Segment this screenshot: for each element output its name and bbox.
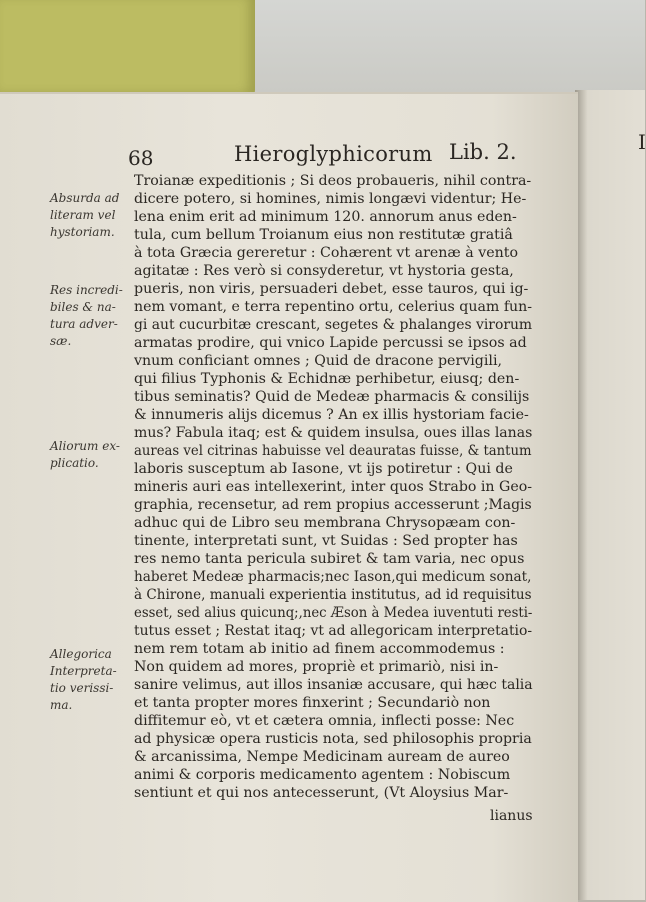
margin-note-aliorum	[50, 438, 132, 472]
text-line: et tanta propter mores finxerint ; Secundariò non	[134, 695, 491, 711]
margin-note-line: Aliorum ex-	[50, 439, 120, 453]
margin-note-line: Res incredi-	[50, 283, 123, 297]
book-page	[0, 92, 578, 902]
text-line: tutus esset ; Restat itaq; vt ad allegoricam interpretatio-	[134, 623, 533, 639]
text-line: & innumeris alijs dicemus ? An ex illis hystoriam facie-	[134, 407, 529, 423]
text-line: nem vomant, e terra repentino ortu, celerius quam fun-	[134, 299, 533, 315]
margin-note-line: plicatio.	[50, 456, 99, 470]
text-line: à tota Græcia gereretur : Cohærent vt arenæ à vento	[134, 245, 519, 261]
text-line: gi aut cucurbitæ crescant, segetes & phalanges virorum	[134, 317, 533, 333]
text-line: armatas prodire, qui vnico Lapide percussi se ipsos ad	[134, 335, 527, 351]
text-line: ad physicæ opera rusticis nota, sed philosophis propria	[134, 731, 532, 747]
text-line: agitatæ : Res verò si consyderetur, vt hystoria gesta,	[134, 263, 514, 279]
facing-page-letter: I	[638, 130, 646, 154]
page-number: 68	[128, 146, 154, 170]
text-line: mineris auri eas intellexerint, inter quos Strabo in Geo-	[134, 479, 532, 495]
text-line: laboris susceptum ab Iasone, vt ijs potiretur : Qui de	[134, 461, 513, 477]
margin-note-line: tura adver-	[50, 317, 118, 331]
margin-note-line: ma.	[50, 698, 73, 712]
text-line: sentiunt et qui nos antecesserunt, (Vt Aloysius Mar-	[134, 785, 509, 801]
text-line: Non quidem ad mores, propriè et primariò, nisi in-	[134, 659, 499, 675]
running-title: Hieroglyphicorum	[234, 142, 433, 166]
text-line: pueris, non viris, persuaderi debet, esse tauros, qui ig-	[134, 281, 529, 297]
text-line: aureas vel citrinas habuisse vel deauratas fuisse, & tantum	[134, 443, 532, 459]
text-line: vnum conficiant omnes ; Quid de dracone pervigili,	[134, 353, 502, 369]
green-sponge-block	[0, 0, 255, 98]
margin-note-allegorica	[50, 646, 132, 714]
facing-page-edge	[575, 90, 645, 900]
margin-note-line: biles & na-	[50, 300, 116, 314]
margin-note-line: literam vel	[50, 208, 116, 222]
book-number: Lib. 2.	[449, 140, 517, 164]
margin-note-line: Allegorica	[50, 647, 112, 661]
text-line: adhuc qui de Libro seu membrana Chrysopæam con-	[134, 515, 516, 531]
margin-note-absurda	[50, 190, 132, 241]
text-line: graphia, recensetur, ad rem propius accesserunt ;Magis	[134, 497, 532, 513]
margin-note-line: sæ.	[50, 334, 72, 348]
text-line: haberet Medeæ pharmacis;nec Iason,qui medicum sonat,	[134, 569, 532, 585]
catchword: lianus	[490, 808, 533, 824]
text-line: à Chirone, manuali experientia institutus, ad id requisitus	[134, 587, 532, 603]
text-line: tula, cum bellum Troianum eius non restitutæ gratiâ	[134, 227, 513, 243]
text-line: Troianæ expeditionis ; Si deos probaueris, nihil contra-	[134, 173, 532, 189]
text-line: nem rem totam ab initio ad finem accommodemus :	[134, 641, 505, 657]
text-line: diffitemur eò, vt et cætera omnia, inflecti posse: Nec	[134, 713, 515, 729]
margin-note-line: Interpreta-	[50, 664, 117, 678]
margin-note-line: hystoriam.	[50, 225, 115, 239]
text-line: & arcanissima, Nempe Medicinam auream de aureo	[134, 749, 510, 765]
margin-note-line: tio verissi-	[50, 681, 114, 695]
text-line: esset, sed alius quicunq;,nec Æson à Medea iuventuti resti-	[134, 605, 533, 621]
text-line: res nemo tanta pericula subiret & tam varia, nec opus	[134, 551, 525, 567]
text-line: animi & corporis medicamento agentem : Nobiscum	[134, 767, 511, 783]
text-line: sanire velimus, aut illos insaniæ accusare, qui hæc talia	[134, 677, 533, 693]
margin-note-res-incredibiles	[50, 282, 132, 350]
text-line: tinente, interpretati sunt, vt Suidas : Sed propter has	[134, 533, 518, 549]
text-line: qui filius Typhonis & Echidnæ perhibetur, eiusq; den-	[134, 371, 520, 387]
text-line: lena enim erit ad minimum 120. annorum anus eden-	[134, 209, 517, 225]
text-line: dicere potero, si homines, nimis longævi videntur; He-	[134, 191, 527, 207]
text-line: tibus seminatis? Quid de Medeæ pharmacis & consilijs	[134, 389, 530, 405]
text-line: mus? Fabula itaq; est & quidem insulsa, oues illas lanas	[134, 425, 533, 441]
margin-note-line: Absurda ad	[50, 191, 120, 205]
